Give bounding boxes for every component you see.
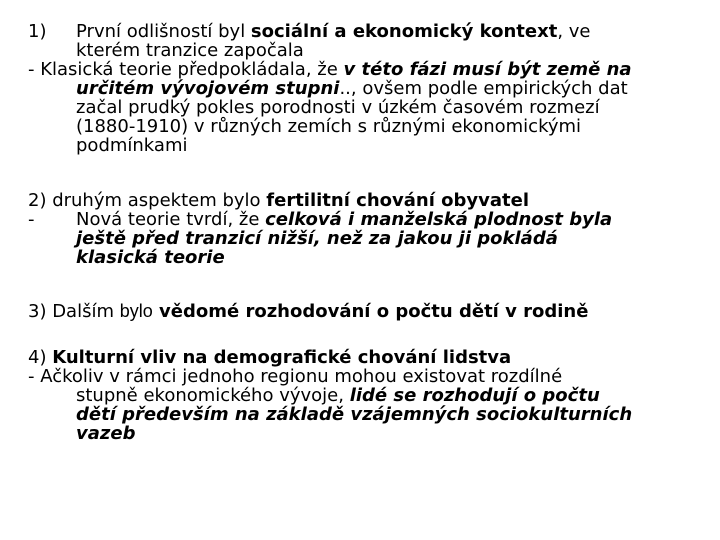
item-1-line-4-text: .., ovšem podle empirických dat bbox=[339, 78, 628, 99]
item-4-line-5: vazeb bbox=[76, 423, 136, 444]
item-2-text: 2) druhým aspektem bylo bbox=[28, 190, 267, 211]
item-1-line-2: kterém tranzice započala bbox=[76, 40, 304, 61]
item-4-emphasis: Kulturní vliv na demografické chování lidstva bbox=[52, 347, 512, 368]
item-1-text-a: První odlišností byl bbox=[76, 21, 251, 42]
item-2-emphasis: fertilitní chování obyvatel bbox=[266, 190, 529, 211]
item-2-line-2-text: Nová teorie tvrdí, že bbox=[76, 209, 266, 230]
item-4-line-3 bbox=[28, 386, 708, 405]
item-1-line-4-emphasis: určitém vývojovém stupni bbox=[76, 78, 340, 99]
item-2-line-4: klasická teorie bbox=[76, 247, 225, 268]
item-2-line-2 bbox=[28, 210, 708, 229]
item-2-dash: - bbox=[28, 209, 35, 230]
item-2-line-2-emphasis: celková i manželská plodnost byla bbox=[265, 209, 613, 230]
item-1-line-7: podmínkami bbox=[76, 135, 188, 156]
item-3-text-b: bylo bbox=[119, 301, 153, 321]
item-1-number: 1) bbox=[28, 21, 47, 42]
item-1-line-5: začal prudký pokles porodnosti v úzkém časovém rozmezí bbox=[76, 97, 600, 118]
item-1-line-3-emphasis: v této fázi musí být země na bbox=[343, 59, 632, 80]
item-1-emphasis: sociální a ekonomický kontext bbox=[250, 21, 558, 42]
item-4-line-4: dětí především na základě vzájemných sociokulturních bbox=[76, 404, 633, 425]
item-1-line-1 bbox=[28, 22, 708, 41]
item-1-line-3-text: - Klasická teorie předpokládala, že bbox=[28, 59, 344, 80]
item-1-line-3 bbox=[28, 60, 708, 79]
item-1-text-c: , ve bbox=[557, 21, 591, 42]
item-2-line-1 bbox=[28, 191, 708, 210]
item-1-line-6: (1880-1910) v různých zemích s různými ekonomickými bbox=[76, 116, 582, 137]
item-3-line-1 bbox=[28, 302, 708, 321]
item-3-text-a: 3) Dalším bbox=[28, 301, 120, 322]
item-4 bbox=[28, 348, 708, 443]
item-1 bbox=[28, 22, 708, 155]
item-4-line-3-text: stupně ekonomického vývoje, bbox=[76, 385, 350, 406]
item-3-emphasis: vědomé rozhodování o počtu dětí v rodině bbox=[152, 301, 589, 322]
item-2 bbox=[28, 191, 708, 267]
item-4-number: 4) bbox=[28, 347, 53, 368]
item-1-line-4 bbox=[28, 79, 708, 98]
item-4-line-1 bbox=[28, 348, 708, 367]
item-2-line-3: ještě před tranzicí nižší, než za jakou ji pokládá bbox=[76, 228, 558, 249]
item-4-line-3-emphasis: lidé se rozhodují o počtu bbox=[349, 385, 600, 406]
item-4-line-2: - Ačkoliv v rámci jednoho regionu mohou existovat rozdílné bbox=[28, 366, 563, 387]
item-3 bbox=[28, 302, 708, 321]
